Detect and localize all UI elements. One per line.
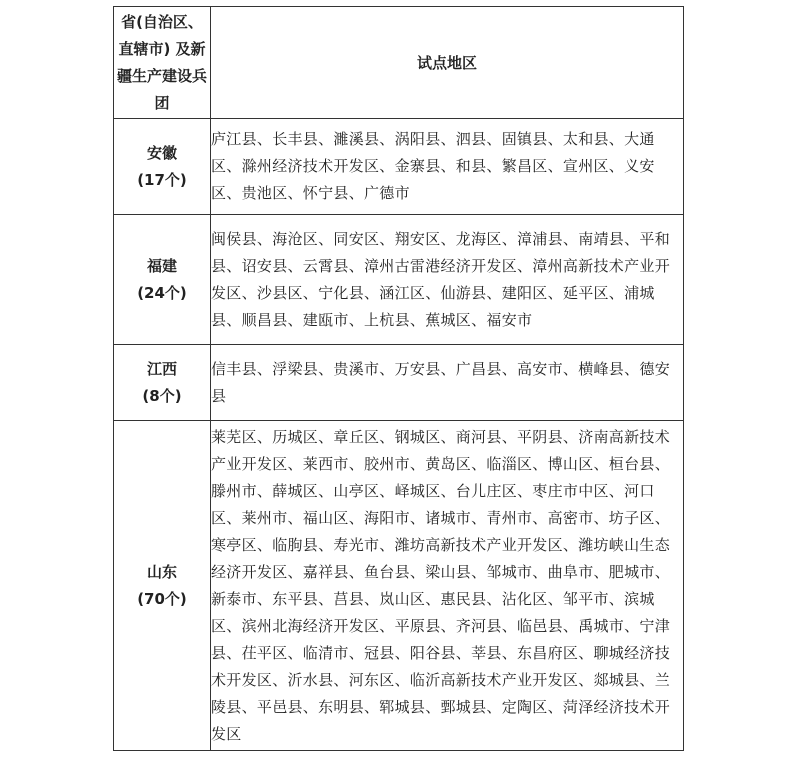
province-name: 安徽: [146, 143, 177, 162]
pilot-area-list: 信丰县、浮梁县、贵溪市、万安县、广昌县、高安市、横峰县、德安县: [211, 345, 684, 421]
pilot-area-list: 莱芜区、历城区、章丘区、钢城区、商河县、平阴县、济南高新技术产业开发区、莱西市、胶州市、黄岛区、临淄区、博山区、桓台县、滕州市、薛城区、山亭区、峄城区、台儿庄区、枣庄市中区、河口区、莱州市、福山区、海阳市、诸城市、青州市、高密市、坊子区、寒亭区、临朐县、寿光市、潍坊高新技术产业开发区、潍坊峡山生态经济开发区、嘉祥县、鱼台县、梁山县、邹城市、曲阜市、肥城市、新泰市、东平县、莒县、岚山区、惠民县、沾化区、邹平市、滨城区、滨州北海经济开发区、平原县、齐河县、临邑县、禹城市、宁津县、茌平区、临清市、冠县、阳谷县、莘县、东昌府区、聊城经济技术开发区、沂水县、河东区、临沂高新技术产业开发区、郯城县、兰陵县、平邑县、东明县、郓城县、鄄城县、定陶区、菏泽经济技术开发区: [211, 421, 684, 751]
area-count: (70个): [137, 589, 187, 608]
area-count: (17个): [137, 170, 187, 189]
area-count: (24个): [137, 283, 187, 302]
table-row: [114, 345, 684, 421]
table-row: [114, 119, 684, 215]
province-name: 江西: [146, 359, 177, 378]
header-pilot-areas: 试点地区: [211, 7, 684, 119]
area-count: (8个): [142, 386, 182, 405]
table-row: [114, 215, 684, 345]
pilot-area-list: 庐江县、长丰县、濉溪县、涡阳县、泗县、固镇县、太和县、大通区、滁州经济技术开发区、金寨县、和县、繁昌区、宣州区、义安区、贵池区、怀宁县、广德市: [211, 119, 684, 215]
table-row: [114, 421, 684, 751]
province-name: 福建: [146, 256, 177, 275]
province-cell: [114, 421, 211, 751]
province-cell: [114, 119, 211, 215]
province-name: 山东: [146, 562, 177, 581]
province-cell: [114, 345, 211, 421]
table-header-row: [114, 7, 684, 119]
header-province: 省(自治区、直辖市) 及新疆生产建设兵团: [114, 7, 211, 119]
pilot-areas-table: [113, 6, 684, 751]
pilot-area-list: 闽侯县、海沧区、同安区、翔安区、龙海区、漳浦县、南靖县、平和县、诏安县、云霄县、漳州古雷港经济开发区、漳州高新技术产业开发区、沙县区、宁化县、涵江区、仙游县、建阳区、延平区、浦城县、顺昌县、建瓯市、上杭县、蕉城区、福安市: [211, 215, 684, 345]
province-cell: [114, 215, 211, 345]
